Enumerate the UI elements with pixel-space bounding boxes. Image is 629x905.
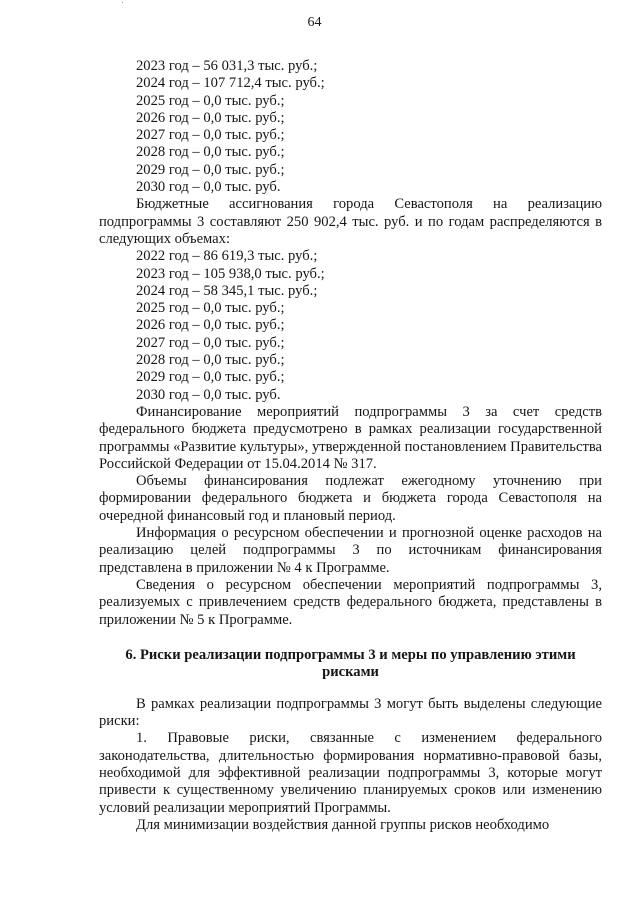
- year-line: 2029 год – 0,0 тыс. руб.;: [136, 369, 285, 386]
- year-line: 2025 год – 0,0 тыс. руб.;: [136, 92, 285, 109]
- paragraph-federal-financing: Финансирование мероприятий подпрограммы 3 за счет средств федерального бюджета предусмотрено в рамках реализации государственной программы «Развитие культуры», утвержденной постановлением Правительства Российской Федерации от 15.04.2014 № 317.: [99, 403, 602, 472]
- paragraph-resource-details: Сведения о ресурсном обеспечении мероприятий подпрограммы 3, реализуемых с привлечением средств федерального бюджета, представлены в приложении № 5 к Программе.: [99, 576, 602, 628]
- year-line: 2028 год – 0,0 тыс. руб.;: [136, 352, 285, 369]
- page-body: [99, 58, 602, 834]
- risk-item-1: 1. Правовые риски, связанные с изменением федерального законодательства, длительностью формирования нормативно-правовой базы, необходимой для эффективной реализации подпрограммы 3, которые могут привести к существенному увеличению планируемых сроков или изменению условий реализации мероприятий Программы.: [99, 730, 602, 816]
- years-list-1: [99, 58, 602, 196]
- paragraph-risks-intro: В рамках реализации подпрограммы 3 могут быть выделены следующие риски:: [99, 695, 602, 730]
- year-line: 2029 год – 0,0 тыс. руб.;: [136, 161, 285, 178]
- page-number: 64: [307, 15, 322, 30]
- year-line: 2030 год – 0,0 тыс. руб.: [136, 179, 281, 196]
- year-line: 2023 год – 105 938,0 тыс. руб.;: [136, 265, 325, 282]
- year-line: 2025 год – 0,0 тыс. руб.;: [136, 300, 285, 317]
- year-line: 2023 год – 56 031,3 тыс. руб.;: [136, 58, 318, 74]
- spacer: [99, 681, 602, 696]
- year-line: 2026 год – 0,0 тыс. руб.;: [136, 317, 285, 334]
- paragraph-financing-volumes: Объемы финансирования подлежат ежегодному уточнению при формировании федерального бюджета и бюджета города Севастополя на очередной финансовый год и плановый период.: [99, 473, 602, 524]
- paragraph-minimize-risks: Для минимизации воздействия данной группы рисков необходимо: [136, 816, 550, 833]
- year-line: 2024 год – 107 712,4 тыс. руб.;: [136, 75, 325, 92]
- year-line: 2027 год – 0,0 тыс. руб.;: [136, 334, 285, 351]
- section-title: [99, 647, 602, 681]
- paragraph-budget-allocations: Бюджетные ассигнования города Севастополя на реализацию подпрограммы 3 составляют 250 902,4 тыс. руб. и по годам распределяются в следующих объемах:: [99, 196, 602, 247]
- paragraph-resource-info: Информация о ресурсном обеспечении и прогнозной оценке расходов на реализацию целей подпрограммы 3 по источникам финансирования представлена в приложении № 4 к Программе.: [99, 525, 602, 576]
- scan-mark: [122, 2, 123, 3]
- year-line: 2028 год – 0,0 тыс. руб.;: [136, 144, 285, 161]
- year-line: 2022 год – 86 619,3 тыс. руб.;: [136, 248, 318, 265]
- year-line: 2024 год – 58 345,1 тыс. руб.;: [136, 282, 318, 299]
- year-line: 2030 год – 0,0 тыс. руб.: [136, 386, 281, 403]
- year-line: 2026 год – 0,0 тыс. руб.;: [136, 109, 285, 126]
- section-title-line-1: 6. Риски реализации подпрограммы 3 и меры по управлению этими: [125, 646, 576, 663]
- section-title-line-2: рисками: [322, 663, 379, 680]
- years-list-2: [99, 248, 602, 404]
- year-line: 2027 год – 0,0 тыс. руб.;: [136, 127, 285, 144]
